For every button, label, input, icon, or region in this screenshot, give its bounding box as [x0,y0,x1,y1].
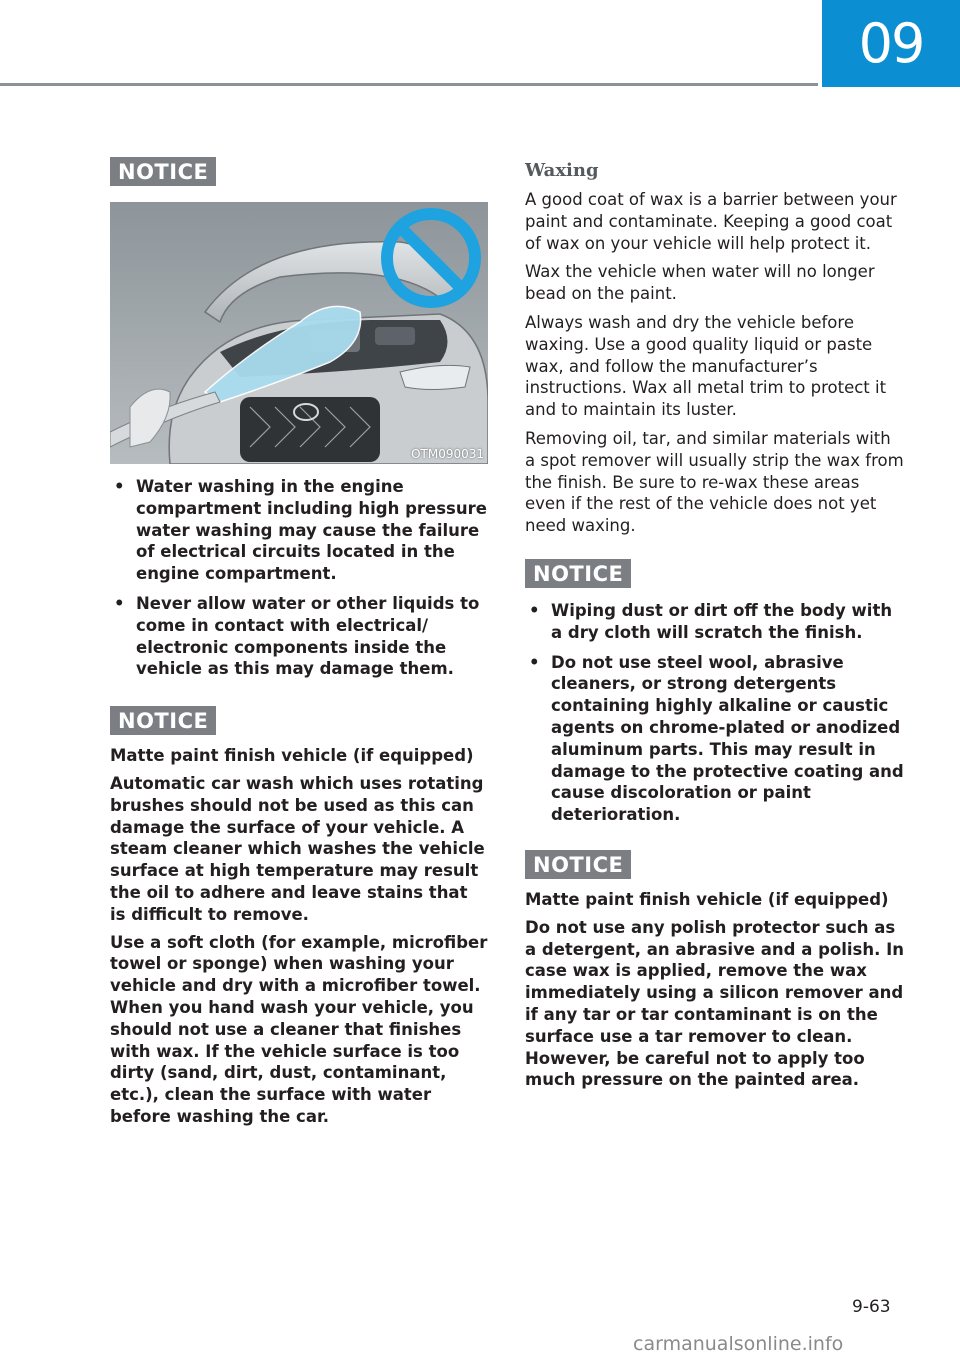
car-grille [240,397,380,462]
engine-wash-drawing [110,202,488,464]
notice-badge: NOTICE [525,559,631,588]
body-paragraph: A good coat of wax is a barrier between your paint and contaminate. Keeping a good coat of wax on your vehicle will help protect it. [525,190,897,253]
notice-box-wiping [525,559,905,826]
body-paragraph: Wax the vehicle when water will no longer bead on the paint. [525,262,875,304]
notice-badge: NOTICE [110,157,216,186]
notice-heading: Matte paint finish vehicle (if equipped) [110,746,474,766]
list-item: • Never allow water or other liquids to come in contact with electrical/ electronic components inside the vehicle as this may damage them. [110,593,488,680]
notice-bullet-list [525,600,905,826]
notice-badge: NOTICE [110,706,216,735]
notice-paragraph: Automatic car wash which uses rotating brushes should not be used as this can damage the surface of your vehicle. A steam cleaner which washes the vehicle surface at high temperature may result the oil to adhere and leave stains that is difficult to remove. [110,773,485,924]
notice-bullet-list [110,476,488,680]
notice-box-engine-wash [110,157,488,680]
notice-paragraph: Use a soft cloth (for example, microfiber towel or sponge) when washing your vehicle and dry with a microfiber towel. When you hand wash your vehicle, you should not use a cleaner that finishes with wax. If the vehicle surface is too dirty (sand, dirt, dust, contaminant, etc.), clean the surface with water before washing the car. [110,932,488,1126]
notice-paragraph: Do not use any polish protector such as a detergent, an abrasive and a polish. In case wax is applied, remove the wax immediately using a silicon remover and if any tar or tar contaminant is on the surface use a tar remover to clean. However, be careful not to apply too much pressure on the painted area. [525,917,904,1090]
notice-heading: Matte paint finish vehicle (if equipped) [525,889,889,909]
list-item: • Water washing in the engine compartment including high pressure water washing may cause the failure of electrical circuits located in the engine compartment. [110,476,488,585]
right-column [525,160,905,1097]
header-rule [0,83,818,86]
engine-part [375,327,415,345]
list-item: • Wiping dust or dirt off the body with a dry cloth will scratch the finish. [525,600,905,644]
body-paragraph: Always wash and dry the vehicle before waxing. Use a good quality liquid or paste wax, and follow the manufacturer’s instructions. Wax all metal trim to protect it and to maintain its luster. [525,312,887,420]
chapter-tab: 09 [822,0,960,87]
notice-box-matte-wash [110,706,488,1128]
notice-body [110,745,488,1128]
figure-code: OTM090031 [411,447,484,461]
page-number: 9-63 [852,1297,891,1317]
notice-badge: NOTICE [525,850,631,879]
left-column [110,157,488,1134]
section-title-waxing: Waxing [525,160,599,181]
watermark: carmanualsonline.info [633,1333,844,1355]
notice-body [525,889,905,1091]
notice-box-matte-polish [525,850,905,1091]
list-item: • Do not use steel wool, abrasive cleaners, or strong detergents containing highly alkaline or caustic agents on chrome-plated or anodized aluminum parts. This may result in damage to the protective coating and cause discoloration or paint deterioration. [525,652,905,826]
body-paragraph: Removing oil, tar, and similar materials with a spot remover will usually strip the wax from the finish. Be sure to re-wax these areas even if the rest of the vehicle does not yet need waxing. [525,428,904,536]
engine-wash-illustration [110,202,488,464]
